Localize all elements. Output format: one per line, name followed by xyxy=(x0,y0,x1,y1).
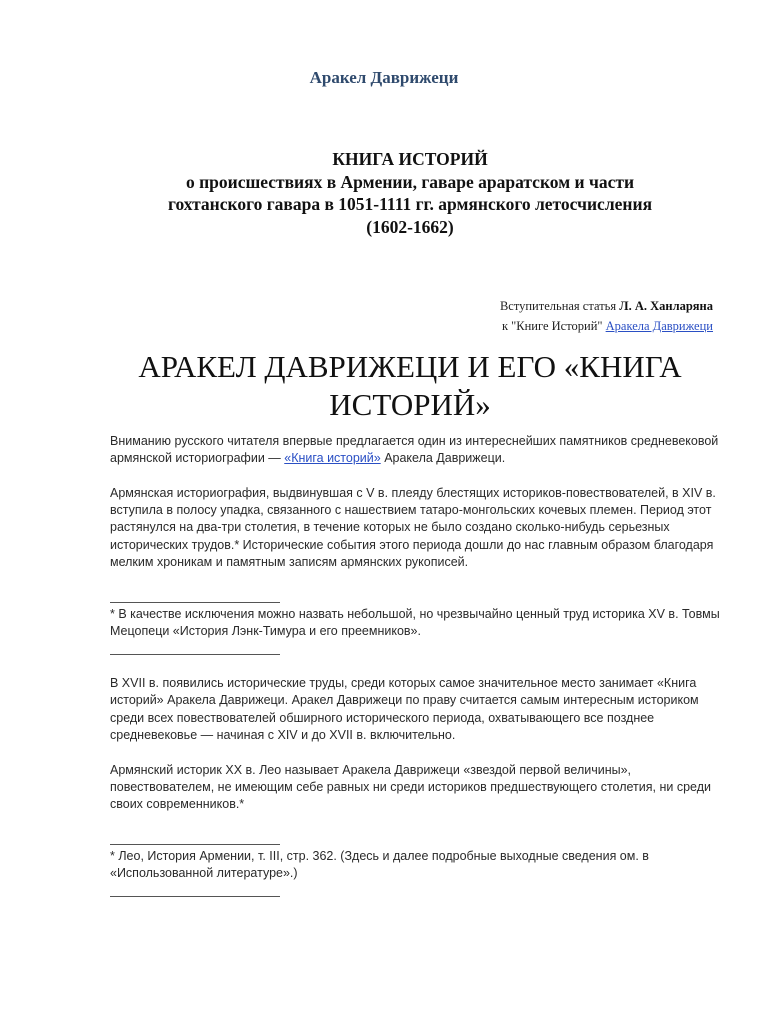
paragraph: Армянская историография, выдвинувшая с V в. плеяду блестящих историков-повествователей, в XIV в. вступила в полосу упадка, связанного с нашествием татаро-монгольских кочевых племен. Период этот растянулся на два-три столетия, в течение которых не было создано сколько-нибудь серьезных исторических трудов.* Исторические события этого периода дошли до нас главным образом благодаря мелким хроникам и памятным записям армянских рукописей. xyxy=(110,485,716,570)
book-title-line: гохтанского гавара в 1051-1111 гг. армянского летосчисления xyxy=(167,194,653,214)
book-link[interactable]: «Книга историй» xyxy=(284,451,381,466)
author-link[interactable]: Аракела Даврижеци xyxy=(605,319,713,333)
footnote xyxy=(110,589,720,658)
paragraph-text: Аракела Даврижеци. xyxy=(380,451,506,466)
author-title: Аракел Даврижеци xyxy=(309,68,459,87)
intro-author-name: Л. А. Ханларяна xyxy=(619,299,713,313)
footnote-rule-bottom xyxy=(110,641,720,658)
intro-line-2 xyxy=(500,316,713,336)
paragraph xyxy=(110,433,720,468)
intro-prefix: Вступительная статья xyxy=(499,299,620,313)
intro-line2-prefix: к "Книге Историй" xyxy=(501,319,606,333)
footnote-text: * В качестве исключения можно назвать небольшой, но чрезвычайно ценный труд историка XV в. Товмы Мецопеци «История Лэнк-Тимура и его преемников». xyxy=(110,606,720,639)
book-title xyxy=(100,148,720,238)
intro-credit xyxy=(500,296,713,336)
paragraph-text: Вниманию русского читателя впервые предлагается один из интереснейших памятников средневековой армянской историографии — xyxy=(110,434,719,466)
book-title-line: КНИГА ИСТОРИЙ xyxy=(332,149,488,169)
article-body xyxy=(110,433,720,917)
footnote-rule-top xyxy=(110,589,720,606)
paragraph: В XVII в. появились исторические труды, среди которых самое значительное место занимает «Книга историй» Аракела Даврижеци. Аракел Даврижеци по праву считается самым интересным историком среди всех повествователей обширного исторического периода, охватывающего все позднее средневековье — начиная с XIV и до XVII в. включительно. xyxy=(110,676,699,743)
footnote-text: * Лео, История Армении, т. III, стр. 362. (Здесь и далее подробные выходные сведения ом. в «Использованной литературе».) xyxy=(110,849,649,881)
footnote xyxy=(110,831,720,900)
main-heading: АРАКЕЛ ДАВРИЖЕЦИ И ЕГО «КНИГА ИСТОРИЙ» xyxy=(138,349,682,422)
book-title-line: (1602-1662) xyxy=(366,216,454,237)
footnote-rule-bottom xyxy=(110,883,720,900)
intro-line-1 xyxy=(500,296,713,316)
footnote-rule-top xyxy=(110,831,720,848)
paragraph: Армянский историк XX в. Лео называет Аракела Даврижеци «звездой первой величины», повествователем, не имеющим себе равных ни среди историков предшествующего столетия, ни среди своих современников.* xyxy=(110,762,711,812)
book-title-line: о происшествиях в Армении, гаваре араратском и части xyxy=(185,171,635,192)
